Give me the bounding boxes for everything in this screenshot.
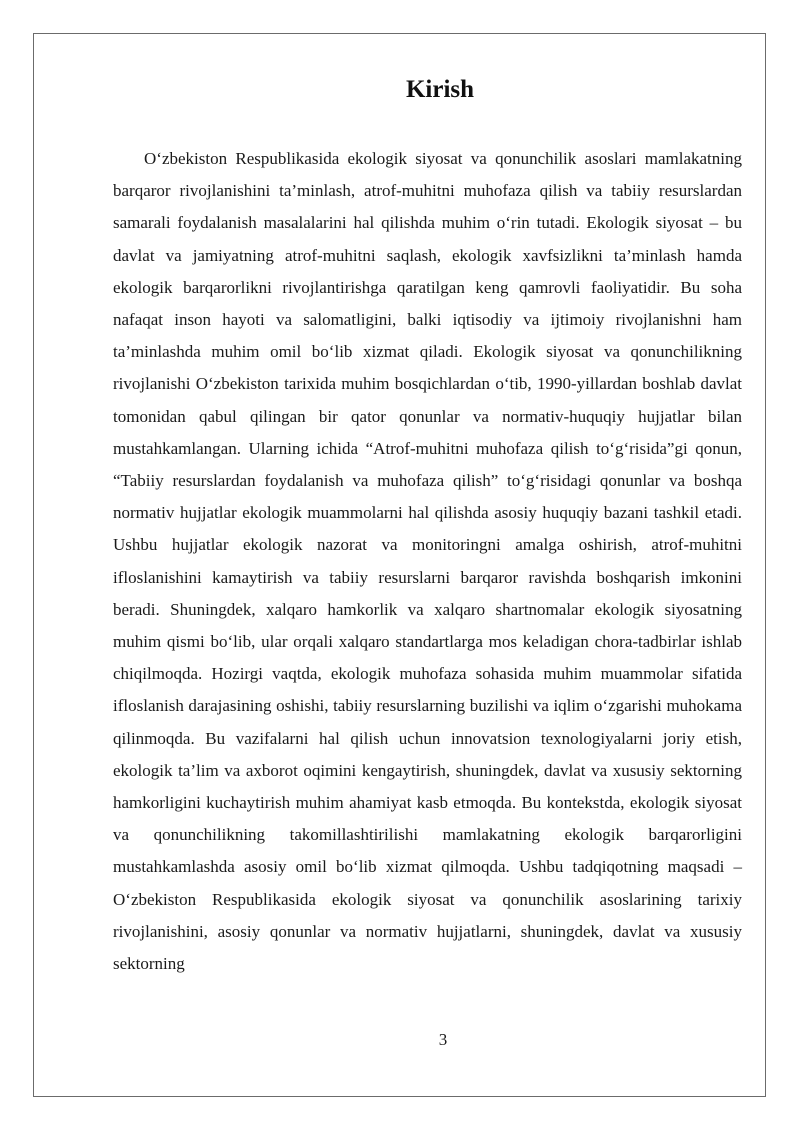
page-number: 3 <box>438 1030 448 1049</box>
body-paragraph: O‘zbekiston Respublikasida ekologik siyosat va qonunchilik asoslari mamlakatning barqaror rivojlanishini ta’minlash, atrof-muhitni muhofaza qilish va tabiiy resurslardan samarali foydalanish masalalarini hal qilishda muhim o‘rin tutadi. Ekologik siyosat – bu davlat va jamiyatning atrof-muhitni saqlash, ekologik xavfsizlikni ta’minlash hamda ekologik barqarorlikni rivojlantirishga qaratilgan keng qamrovli faoliyatidir. Bu soha nafaqat inson hayoti va salomatligini, balki iqtisodiy va ijtimoiy rivojlanishni ham ta’minlashda muhim omil bo‘lib xizmat qiladi. Ekologik siyosat va qonunchilikning rivojlanishi O‘zbekiston tarixida muhim bosqichlardan o‘tib, 1990-yillardan boshlab davlat tomonidan qabul qilingan bir qator qonunlar va normativ-huquqiy hujjatlar bilan mustahkamlangan. Ularning ichida “Atrof-muhitni muhofaza qilish to‘g‘risida”gi qonun, “Tabiiy resurslardan foydalanish va muhofaza qilish” to‘g‘risidagi qonunlar va boshqa normativ hujjatlar ekologik muammolarni hal qilishda asosiy huquqiy bazani tashkil etadi. Ushbu hujjatlar ekologik nazorat va monitoringni amalga oshirish, atrof-muhitni ifloslanishini kamaytirish va tabiiy resurslarni barqaror ravishda boshqarish imkonini beradi. Shuningdek, xalqaro hamkorlik va xalqaro shartnomalar ekologik siyosatning muhim qismi bo‘lib, ular orqali xalqaro standartlarga mos keladigan chora-tadbirlar ishlab chiqilmoqda. Hozirgi vaqtda, ekologik muhofaza sohasida muhim muammolar sifatida ifloslanish darajasining oshishi, tabiiy resurslarning buzilishi va iqlim o‘zgarishi muhokama qilinmoqda. Bu vazifalarni hal qilish uchun innovatsion texnologiyalarni joriy etish, ekologik ta’lim va axborot oqimini kengaytirish, shuningdek, davlat va xususiy sektorning hamkorligini kuchaytirish muhim ahamiyat kasb etmoqda. Bu kontekstda, ekologik siyosat va qonunchilikning takomillashtirilishi mamlakatning ekologik barqarorligini mustahkamlashda asosiy omil bo‘lib xizmat qilmoqda. Ushbu tadqiqotning maqsadi – O‘zbekiston Respublikasida ekologik siyosat va qonunchilik asoslarining tarixiy rivojlanishini, asosiy qonunlar va normativ hujjatlarni, shuningdek, davlat va xususiy sektorning <box>113 149 742 974</box>
page-title: Kirish <box>405 76 475 103</box>
